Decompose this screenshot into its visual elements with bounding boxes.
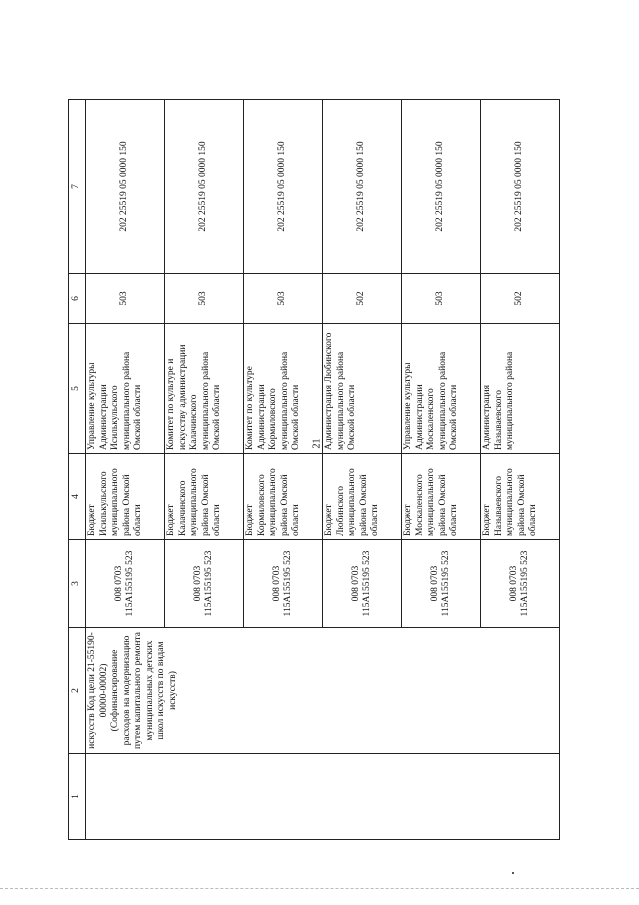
code-cell: 008 0703 115A155195 523 xyxy=(86,540,165,628)
scan-speck xyxy=(512,872,514,874)
recipient-cell: Комитет по культуре и искусству администрации Калачинского муниципального района Омской области xyxy=(165,324,244,454)
recipient-cell: Комитет по культуре Администрации Кормиловского муниципального района Омской области xyxy=(244,324,323,454)
code-cell: 008 0703 115A155195 523 xyxy=(323,540,402,628)
col1-cell xyxy=(86,754,560,840)
page-number: 21 xyxy=(311,438,323,449)
budget-cell: Бюджет Исилькульского муниципального района Омской области xyxy=(86,454,165,540)
col6-cell: 502 xyxy=(323,274,402,324)
table-row xyxy=(86,100,165,840)
col7-cell: 202 25519 05 0000 150 xyxy=(481,100,560,274)
header-col-6: 6 xyxy=(69,274,86,324)
col7-cell: 202 25519 05 0000 150 xyxy=(402,100,481,274)
budget-cell: Бюджет Называевского муниципального района Омской области xyxy=(481,454,560,540)
purpose-cell: искусств Код цели 21-55190-00000-00002) (Софинансирование расходов на модернизацию путем капитального ремонта муниципальных детских школ искусств по видам искусств) xyxy=(86,628,560,754)
col7-cell: 202 25519 05 0000 150 xyxy=(86,100,165,274)
recipient-cell: Администрация Называевского муниципального района xyxy=(481,324,560,454)
header-col-7: 7 xyxy=(69,100,86,274)
budget-cell: Бюджет Москаленского муниципального района Омской области xyxy=(402,454,481,540)
code-cell: 008 0703 115A155195 523 xyxy=(244,540,323,628)
col6-cell: 503 xyxy=(402,274,481,324)
header-col-3: 3 xyxy=(69,540,86,628)
header-col-1: 1 xyxy=(69,754,86,840)
col6-cell: 503 xyxy=(165,274,244,324)
col6-cell: 502 xyxy=(481,274,560,324)
recipient-cell: Управление культуры Администрации Исилькульского муниципального района Омской области xyxy=(86,324,165,454)
header-row xyxy=(69,100,86,840)
budget-cell: Бюджет Калачинского муниципального района Омской области xyxy=(165,454,244,540)
code-cell: 008 0703 115A155195 523 xyxy=(165,540,244,628)
header-col-5: 5 xyxy=(69,324,86,454)
rotated-table-wrapper xyxy=(68,100,560,840)
recipient-cell: Администрация Любинского муниципального района Омской области xyxy=(323,324,402,454)
code-cell: 008 0703 115A155195 523 xyxy=(402,540,481,628)
col7-cell: 202 25519 05 0000 150 xyxy=(323,100,402,274)
budget-table xyxy=(68,99,560,840)
budget-cell: Бюджет Любинского муниципального района Омской области xyxy=(323,454,402,540)
header-col-4: 4 xyxy=(69,454,86,540)
header-col-2: 2 xyxy=(69,628,86,754)
scan-edge-line xyxy=(0,888,639,890)
recipient-cell: Управление культуры Администрации Москаленского муниципального района Омской области xyxy=(402,324,481,454)
code-cell: 008 0703 115A155195 523 xyxy=(481,540,560,628)
budget-cell: Бюджет Кормиловского муниципального района Омской области xyxy=(244,454,323,540)
col6-cell: 503 xyxy=(244,274,323,324)
col7-cell: 202 25519 05 0000 150 xyxy=(165,100,244,274)
col6-cell: 503 xyxy=(86,274,165,324)
col7-cell: 202 25519 05 0000 150 xyxy=(244,100,323,274)
